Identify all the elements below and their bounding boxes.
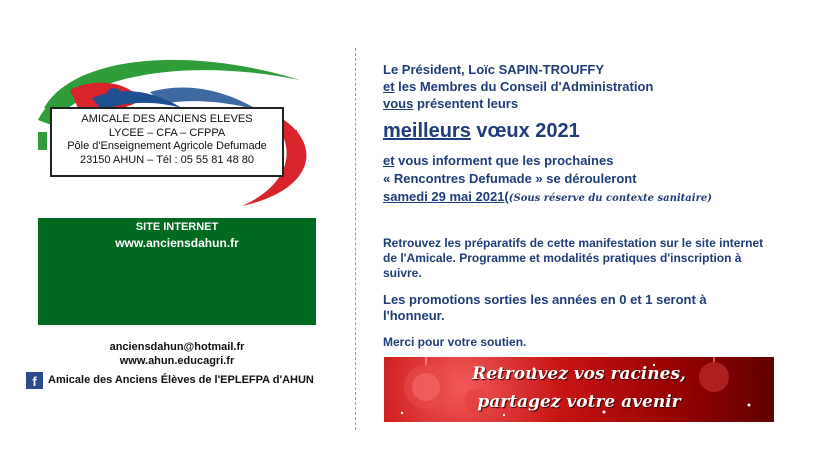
- greeting-members: [383, 79, 653, 94]
- greeting-members-rest: les Membres du Conseil d'Administration: [394, 79, 654, 94]
- wishes-meilleurs: meilleurs: [383, 120, 471, 142]
- dashed-divider: [355, 48, 356, 430]
- event-line: « Rencontres Defumade » se dérouleront: [383, 171, 637, 186]
- event-date-bracket: (: [504, 189, 509, 204]
- logo-line-3: Pôle d'Enseignement Agricole Defumade: [67, 140, 267, 152]
- wishes-title: [383, 119, 580, 143]
- site-url-link[interactable]: www.anciensdahun.fr: [115, 236, 239, 250]
- inform-rest: vous informent que les prochaines: [394, 153, 614, 168]
- site-internet-label: SITE INTERNET: [135, 221, 219, 233]
- wishes-rest: vœux 2021: [470, 120, 580, 142]
- paragraph-promotions: Les promotions sorties les années en 0 et 1 seront à l'honneur.: [383, 292, 707, 323]
- facebook-label: Amicale des Anciens Élèves de l'EPLEFPA d'AHUN: [48, 374, 314, 386]
- banner-line-1: Retrouvez vos racines,: [472, 364, 686, 384]
- logo-address-box: [50, 107, 284, 177]
- event-reserve-note: (Sous réserve du contexte sanitaire): [508, 193, 712, 204]
- contact-email[interactable]: anciensdahun@hotmail.fr: [109, 341, 245, 353]
- site-internet-box: [38, 218, 316, 325]
- event-date: samedi 29 mai 2021: [383, 189, 505, 204]
- paragraph-merci: Merci pour votre soutien.: [383, 335, 527, 349]
- greeting-present-vous: vous: [383, 96, 414, 111]
- greeting-present: [383, 96, 518, 111]
- inform-line: [383, 153, 613, 168]
- greeting-present-rest: présentent leurs: [413, 96, 519, 111]
- paragraph-preparatifs: Retrouvez les préparatifs de cette manifestation sur le site internet de l'Amicale. Programme et modalités pratiques d'inscription à suivre.: [383, 236, 764, 280]
- event-date-line: [383, 189, 712, 206]
- greeting-members-et: et: [383, 79, 395, 94]
- christmas-banner: [384, 357, 774, 422]
- facebook-link[interactable]: [26, 371, 314, 389]
- contact-website[interactable]: www.ahun.educagri.fr: [119, 355, 235, 367]
- greeting-president: Le Président, Loïc SAPIN-TROUFFY: [383, 62, 605, 77]
- logo-line-2: LYCEE – CFA – CFPPA: [108, 126, 226, 139]
- banner-line-2: partagez votre avenir: [477, 392, 681, 412]
- facebook-icon: f: [26, 372, 43, 389]
- logo-line-4: 23150 AHUN – Tél : 05 55 81 48 80: [79, 153, 255, 166]
- inform-et: et: [383, 153, 395, 168]
- logo-line-1: AMICALE DES ANCIENS ELEVES: [81, 113, 253, 125]
